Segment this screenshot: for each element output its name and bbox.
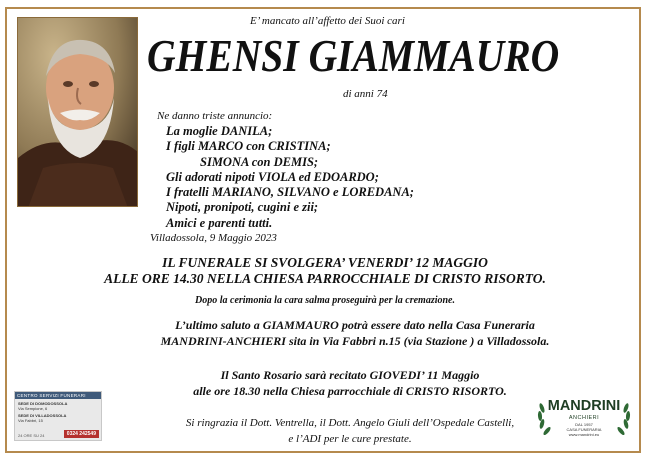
phone-label: 24 ORE SU 24 (18, 433, 45, 438)
family-line: La moglie DANILA; (166, 124, 273, 138)
family-list (166, 124, 414, 231)
logo-brand: MANDRINI (547, 398, 621, 414)
company-logo (534, 388, 634, 446)
family-line: Amici e parenti tutti. (166, 215, 273, 230)
funeral-line: IL FUNERALE SI SVOLGERA’ VENERDI’ 12 MAGGIO (162, 255, 488, 270)
logo-details (534, 422, 634, 437)
thanks-line: Si ringrazia il Dott. Ventrella, il Dott. Angelo Giuli dell’Ospedale Castelli, (185, 417, 515, 429)
funeral-service-box (14, 391, 102, 441)
office-title: SEDE DI DOMODOSSOLA (18, 401, 68, 406)
rosary-line: Il Santo Rosario sarà recitato GIOVEDI’ 11 Maggio (220, 368, 480, 382)
farewell-line: MANDRINI-ANCHIERI sita in Via Fabbri n.15 (via Stazione ) a Villadossola. (160, 334, 550, 348)
place-date: Villadossola, 9 Maggio 2023 (150, 232, 277, 244)
family-line: Nipoti, pronipoti, cugini e zii; (166, 200, 319, 215)
funeral-announcement (0, 255, 650, 287)
announce-text: Ne danno triste annuncio: (157, 110, 273, 122)
phone-number: 0324 242549 (64, 430, 99, 438)
family-line: I fratelli MARIANO, SILVANO e LOREDANA; (166, 185, 414, 200)
family-line: SIMONA con DEMIS; (200, 154, 319, 169)
age-text: di anni 74 (343, 88, 388, 100)
deceased-name: GHENSI GIAMMAURO (147, 30, 560, 81)
farewell-note (0, 317, 650, 349)
office-address: Via Sempione, 6 (18, 406, 48, 411)
intro-text: E’ mancato all’affetto dei Suoi cari (250, 15, 405, 27)
logo-line: www.mandrini.eu (568, 432, 600, 437)
family-line: I figli MARCO con CRISTINA; (166, 139, 331, 154)
funeral-line: ALLE ORE 14.30 NELLA CHIESA PARROCCHIALE DI CRISTO RISORTO. (104, 271, 546, 286)
thanks-line: e l’ADI per le cure prestate. (288, 433, 412, 445)
office-title: SEDE DI VILLADOSSOLA (18, 413, 67, 418)
sede-header: CENTRO SERVIZI FUNERARI (15, 392, 101, 399)
portrait-image (17, 17, 138, 207)
logo-line: CASA FUNERARIA (566, 427, 602, 432)
rosary-line: alle ore 18.30 nella Chiesa parrocchiale di CRISTO RISORTO. (193, 384, 507, 398)
cremation-note: Dopo la cerimonia la cara salma proseguirà per la cremazione. (195, 295, 455, 306)
logo-line: DAL 1957 (575, 422, 593, 427)
office-address: Via Fabbri, 15 (18, 418, 43, 423)
family-line: Gli adorati nipoti VIOLA ed EDOARDO; (166, 169, 379, 184)
farewell-line: L’ultimo saluto a GIAMMAURO potrà essere dato nella Casa Funeraria (175, 318, 535, 332)
logo-sub: ANCHIERI (568, 415, 600, 421)
